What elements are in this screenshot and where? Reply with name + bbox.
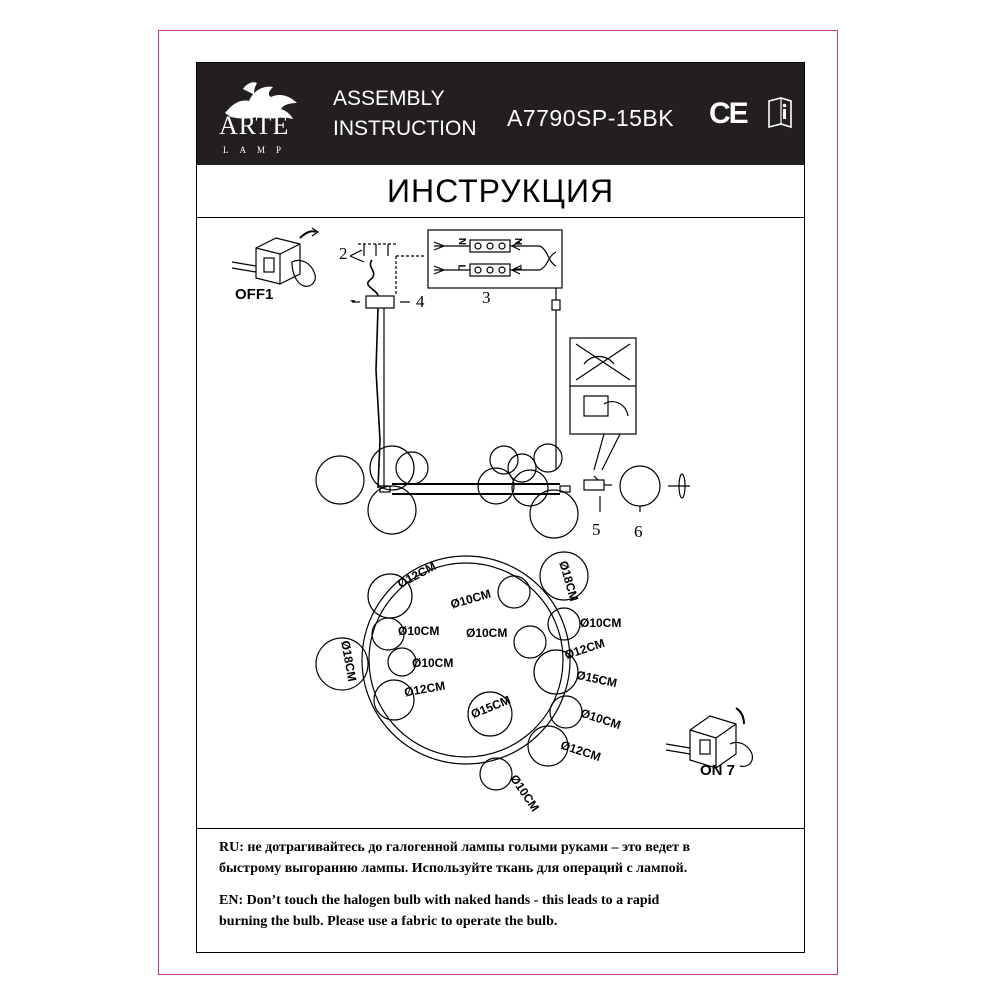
brand-sub: LAMP [223,145,293,155]
connector-block-icon [428,230,562,288]
dimension-label: Ø10CM [507,771,543,815]
dimension-label: Ø18CM [556,559,582,603]
brand-name: ARTE [219,111,290,140]
dimension-label: Ø10CM [448,586,493,612]
dimension-label: Ø12CM [562,635,607,663]
model-number: A7790SP-15BK [507,105,675,131]
step-6-label: 6 [634,522,643,541]
step-5-label: 5 [592,520,601,539]
dimension-label: Ø10CM [580,616,622,630]
dimension-label: Ø15CM [468,692,513,722]
dimension-label: Ø12CM [395,559,439,591]
dimension-label: Ø12CM [403,678,447,700]
note-en-line2: burning the bulb. Please use a fabric to operate the bulb. [219,914,558,929]
note-ru-line1: RU: не дотрагивайтесь до галогенной лампы голыми руками – это ведет в [219,840,691,855]
terminal-l-left: L [455,264,467,271]
russian-title: ИНСТРУКЦИЯ [386,173,615,209]
hand-icon [292,228,318,286]
title-assembly: ASSEMBLY [333,87,445,110]
dimension-label: Ø10CM [398,624,440,638]
dash-left: - [350,290,356,309]
bulb-icon [584,476,612,490]
terminal-n-left: N [456,237,468,246]
step-3-label: 3 [482,288,491,307]
dimension-label: Ø18CM [338,639,360,683]
dimension-label: Ø15CM [574,667,619,691]
step-on-label: ON 7 [700,762,736,779]
note-ru-line2: быстрому выгоранию лампы. Используйте ткань для операций с лампой. [219,861,688,876]
note-en-line1: EN: Don’t touch the halogen bulb with naked hands - this leads to a rapid [219,893,660,908]
step-off-label: OFF1 [235,286,274,303]
dimension-label: Ø10CM [412,656,454,670]
step-4-label: 4 [416,292,425,311]
switch-box-icon [232,238,300,284]
title-instruction: INSTRUCTION [333,117,477,140]
step-2-label: 2 [339,244,348,263]
ce-mark: CE [709,97,747,130]
dimension-label: Ø10CM [578,705,623,733]
terminal-n-right: N [514,237,526,246]
dimension-label: Ø10CM [466,626,508,640]
terminal-l-right: L [513,264,525,271]
dimension-label: Ø12CM [558,737,603,765]
